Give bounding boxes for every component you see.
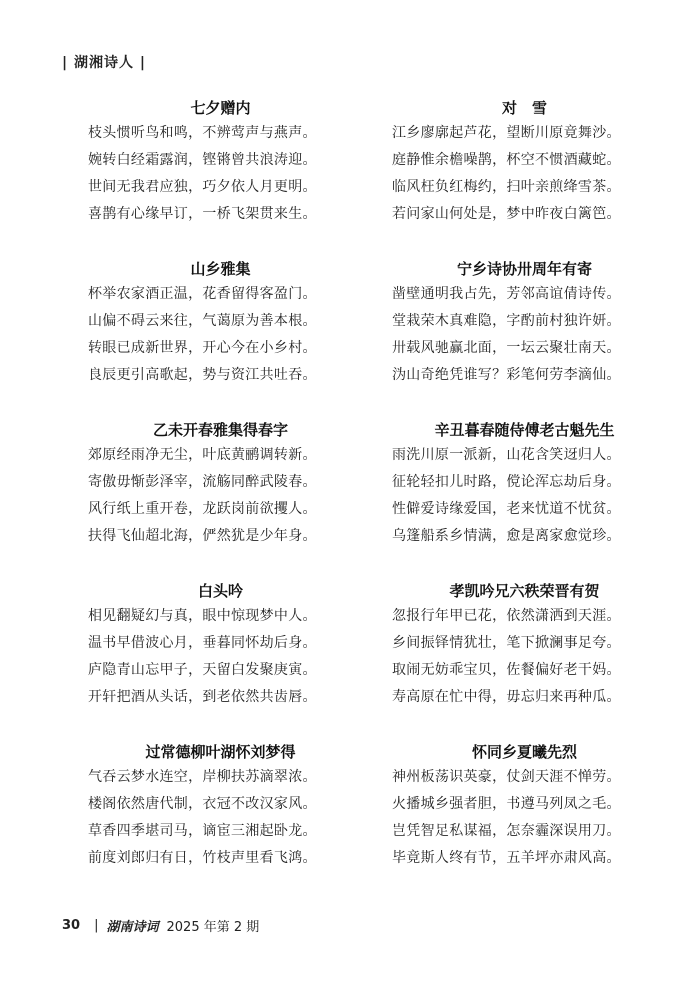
- poem-line: 良辰更引高歌起，势与资江共吐吞。: [88, 367, 317, 383]
- poem-line: 转眼已成新世界，开心今在小乡村。: [88, 340, 317, 356]
- poem-line: 岂凭智足私谋福，怎奈霾深误用刀。: [392, 823, 621, 839]
- poem-title: 辛丑暮春随侍傅老古魁先生: [434, 421, 615, 439]
- poem: [392, 740, 657, 901]
- poem-title: 孝凯吟兄六秩荣晋有贺: [449, 582, 600, 600]
- poem-line: 楼阁依然唐代制，衣冠不改汉家风。: [88, 796, 317, 812]
- poem-title: 白头吟: [197, 582, 243, 600]
- poem-line: 杯举农家酒正温，花香留得客盈门。: [88, 286, 317, 302]
- poem-line: 神州板荡识英豪，仗剑天涯不惮劳。: [392, 769, 621, 785]
- page-footer: [62, 916, 259, 935]
- poem: [88, 579, 353, 740]
- poem-line: 扶得飞仙超北海，俨然犹是少年身。: [88, 528, 317, 544]
- poem-line: 开轩把酒从头话，到老依然共齿唇。: [88, 689, 317, 705]
- poem-title: 宁乡诗协卅周年有寄: [456, 260, 592, 278]
- poem-line: 相见翻疑幻与真，眼中惊现梦中人。: [88, 608, 317, 624]
- poem-line: 郊原经雨净无尘，叶底黄鹂调转新。: [88, 447, 317, 463]
- poem-title: 山乡雅集: [190, 260, 251, 278]
- issue-label: 2025 年第 2 期: [166, 920, 260, 935]
- poem-line: 世间无我君应独，巧夕依人月更明。: [88, 179, 317, 195]
- poem: [392, 579, 657, 740]
- poem-line: 取闹无妨乖宝贝，佐餐偏好老干妈。: [392, 662, 621, 678]
- poem-title: 乙未开春雅集得春字: [152, 421, 288, 439]
- poem: [88, 257, 353, 418]
- poem-line: 忽报行年甲已花，依然潇洒到天涯。: [392, 608, 621, 624]
- poem: [392, 418, 657, 579]
- poem-line: 若问家山何处是，梦中昨夜白篱笆。: [392, 206, 621, 222]
- poem-line: 征轮轻扣儿时路，傥论浑忘劫后身。: [392, 474, 621, 490]
- right-column: [392, 96, 657, 901]
- poem-line: 雨洗川原一派新，山花含笑迓归人。: [392, 447, 621, 463]
- poem-line: 枝头惯听鸟和鸣，不辨莺声与燕声。: [88, 125, 317, 141]
- poem-line: 火播城乡强者胆，书遵马列凤之毛。: [392, 796, 621, 812]
- poem-line: 堂栽荣木真难隐，字酌前村独许妍。: [392, 313, 621, 329]
- poem-line: 乡间振铎情犹壮，笔下掀澜事足夸。: [392, 635, 621, 651]
- poem-line: 气吞云梦水连空，岸柳扶苏滴翠浓。: [88, 769, 317, 785]
- poem-line: 临风枉负红梅约，扫叶亲煎绛雪茶。: [392, 179, 621, 195]
- poem-line: 寄傲毋惭彭泽宰，流觞同醉武陵春。: [88, 474, 317, 490]
- poem-line: 寿高原在忙中得，毋忘归来再种瓜。: [392, 689, 621, 705]
- poem-line: 婉转白经霜露润，铿锵曾共浪涛迎。: [88, 152, 317, 168]
- poem: [88, 96, 353, 257]
- left-column: [88, 96, 353, 901]
- poem-line: 山偏不碍云来往，气蔼原为善本根。: [88, 313, 317, 329]
- poem-line: 乌篷船系乡情满，愈是离家愈觉珍。: [392, 528, 621, 544]
- poem-line: 毕竟斯人终有节，五羊坪亦肃风高。: [392, 850, 621, 866]
- page-number: 30: [62, 918, 81, 933]
- poem-title: 怀同乡夏曦先烈: [471, 743, 577, 761]
- poem-title: 对 雪: [501, 99, 547, 117]
- poem: [88, 740, 353, 901]
- poem-line: 沩山奇绝凭谁写？彩笔何劳李滴仙。: [392, 367, 621, 383]
- poem-line: 风行纸上重开卷，龙跃岗前欲攫人。: [88, 501, 317, 517]
- section-header: | 湖湘诗人 |: [62, 55, 146, 71]
- poem-line: 温书早借波心月，垂暮同怀劫后身。: [88, 635, 317, 651]
- poem-line: 卅载风驰赢北面，一坛云聚壮南天。: [392, 340, 621, 356]
- poem-line: 庐隐青山忘甲子，天留白发聚庚寅。: [88, 662, 317, 678]
- poem-line: 凿壁通明我占先，芳邻高谊倩诗传。: [392, 286, 621, 302]
- poem-title: 过常德柳叶湖怀刘梦得: [145, 743, 296, 761]
- poem-line: 草香四季堪司马，谪宦三湘起卧龙。: [88, 823, 317, 839]
- poem-line: 江乡廖廓起芦花，望断川原竟舞沙。: [392, 125, 621, 141]
- poem-line: 性僻爱诗缘爱国，老来忧道不忧贫。: [392, 501, 621, 517]
- poem-line: 前度刘郎归有日，竹枝声里看飞鸿。: [88, 850, 317, 866]
- poem: [392, 96, 657, 257]
- poem-line: 庭静惟余檐噪鹊，杯空不惯酒藏蛇。: [392, 152, 621, 168]
- poem: [392, 257, 657, 418]
- journal-name: 湖南诗词: [106, 920, 159, 935]
- poem-line: 喜鹊有心缘早订，一桥飞架贯来生。: [88, 206, 317, 222]
- poem-title: 七夕赠内: [190, 99, 251, 117]
- poem: [88, 418, 353, 579]
- footer-separator: |: [94, 918, 99, 933]
